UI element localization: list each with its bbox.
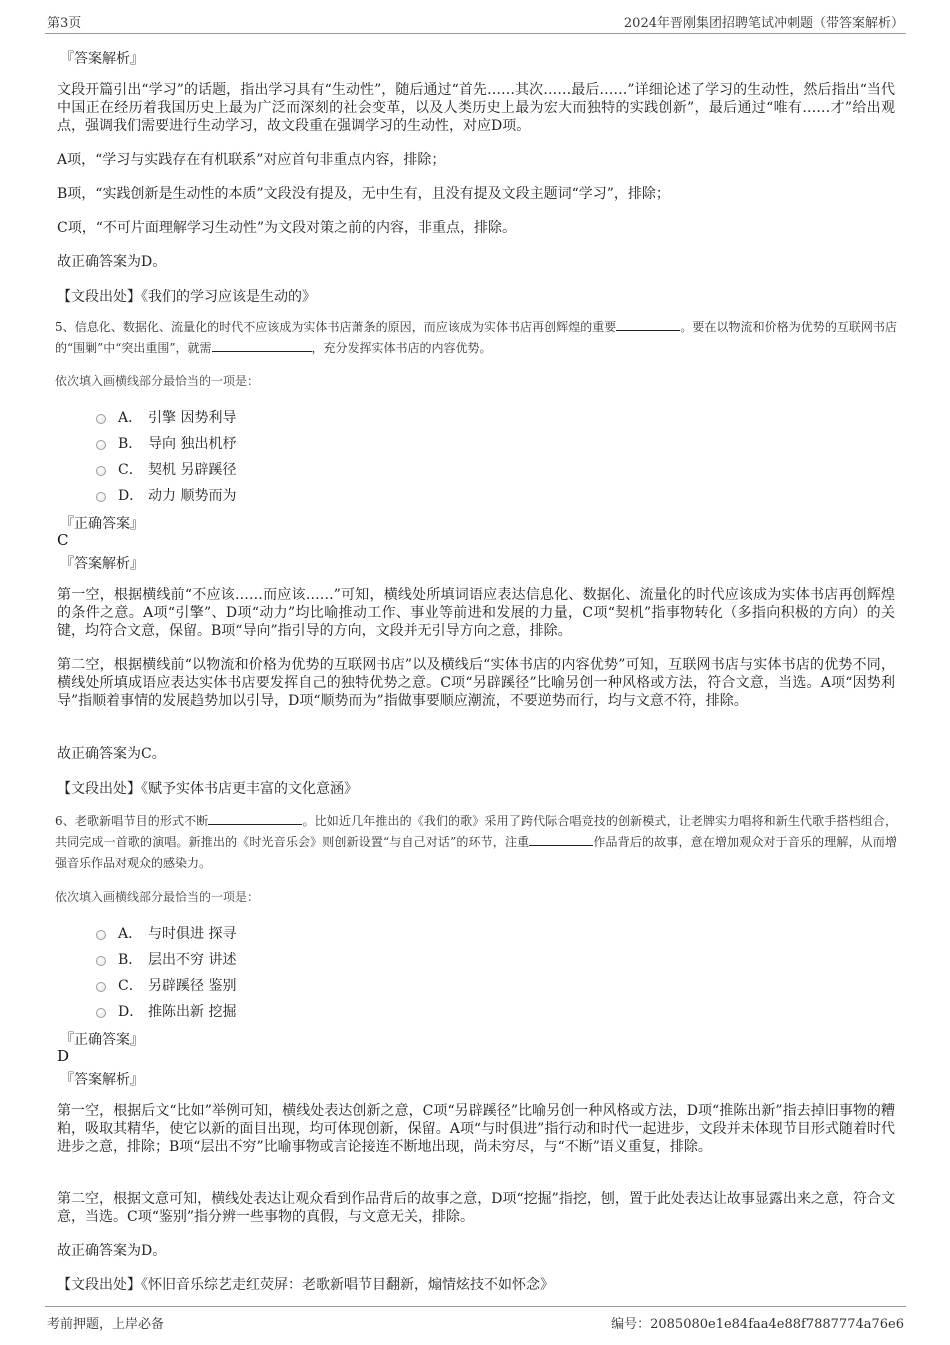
source-citation: 【文段出处】《我们的学习应该是生动的》 — [57, 289, 316, 305]
radio-icon[interactable] — [96, 492, 106, 502]
explanation-paragraph: B项，“实践创新是生动性的本质”文段没有提及，无中生有，且没有提及文段主题词“学习”，排除； — [57, 186, 670, 202]
option-text: 另辟蹊径 鉴别 — [148, 978, 237, 994]
explanation-paragraph: C项，“不可片面理解学习生动性”为文段对策之前的内容，非重点，排除。 — [57, 220, 517, 236]
option-a[interactable] — [96, 923, 236, 943]
option-letter: A． — [118, 926, 143, 942]
footer-divider — [45, 1306, 906, 1307]
radio-icon[interactable] — [96, 440, 106, 450]
answer-blank — [529, 832, 593, 846]
stem-text: 5、信息化、数据化、流量化的时代不应该成为实体书店萧条的原因，而应该成为实体书店再创辉煌的重要 — [55, 320, 617, 334]
page-number: 第3页 — [47, 16, 82, 31]
header-divider — [45, 33, 906, 34]
stem-text: ，充分发挥实体书店的内容优势。 — [311, 341, 492, 355]
correct-answer: D — [57, 1047, 70, 1065]
question-stem — [55, 317, 897, 359]
option-text: 推陈出新 挖掘 — [148, 1004, 237, 1020]
document-code: 编号：2085080e1e84faa4e88f7887774a76e6 — [611, 1317, 904, 1332]
option-text: 引擎 因势利导 — [148, 410, 237, 426]
option-b[interactable] — [96, 949, 236, 969]
option-letter: B． — [118, 436, 143, 452]
radio-icon[interactable] — [96, 1008, 106, 1018]
correct-answer-tag: 『正确答案』 — [60, 516, 144, 532]
explanation-tag: 『答案解析』 — [60, 556, 144, 572]
source-citation: 【文段出处】《怀旧音乐综艺走红荧屏：老歌新唱节目翻新，煽情炫技不如怀念》 — [57, 1277, 554, 1293]
option-letter: D． — [118, 488, 144, 504]
question-stem — [55, 811, 897, 874]
conclusion-text: 故正确答案为C。 — [57, 746, 166, 762]
stem-text: 6、老歌新唱节目的形式不断 — [55, 814, 209, 828]
radio-icon[interactable] — [96, 956, 106, 966]
option-letter: D． — [118, 1004, 144, 1020]
footer-slogan: 考前押题，上岸必备 — [47, 1317, 165, 1332]
option-letter: C． — [118, 978, 143, 994]
explanation-paragraph: 第一空，根据横线前“不应该……而应该……”可知，横线处所填词语应表达信息化、数据化、流量化的时代应该成为实体书店再创辉煌的条件之意。A项“引擎”、D项“动力”均比喻推动工作、事业等前进和发展的力量，C项“契机”指事物转化（多指向积极的方向）的关键，均符合文意，保留。B项“导向”指引导的方向，文段并无引导方向之意，排除。 — [57, 587, 895, 639]
radio-icon[interactable] — [96, 930, 106, 940]
option-b[interactable] — [96, 433, 236, 453]
explanation-paragraph: 第二空，根据横线前“以物流和价格为优势的互联网书店”以及横线后“实体书店的内容优势”可知，互联网书店与实体书店的优势不同，横线处所填成语应表达实体书店要发挥自己的独特优势之意。C项“另辟蹊径”比喻另创一种风格或方法，符合文意，当选。A项“因势利导”指顺着事情的发展趋势加以引导，D项“顺势而为”指做事要顺应潮流，不要逆势而行，均与文意不符，排除。 — [57, 657, 895, 709]
option-d[interactable] — [96, 1001, 236, 1021]
explanation-paragraph: 第一空，根据后文“比如”举例可知，横线处表达创新之意，C项“另辟蹊径”比喻另创一种风格或方法，D项“推陈出新”指去掉旧事物的糟粕，吸取其精华，使它以新的面目出现，均可体现创新，保留。A项“与时俱进”指行动和时代一起进步，文段并未体现节目形式随着时代进步之意，排除；B项“层出不穷”比喻事物或言论接连不断地出现，尚未穷尽，与“不断”语义重复，排除。 — [57, 1103, 895, 1155]
question-instruction: 依次填入画横线部分最恰当的一项是： — [55, 374, 260, 388]
option-text: 契机 另辟蹊径 — [148, 462, 237, 478]
answer-blank — [208, 811, 302, 825]
radio-icon[interactable] — [96, 414, 106, 424]
answer-blank — [616, 317, 680, 331]
option-text: 导向 独出机杼 — [148, 436, 237, 452]
option-c[interactable] — [96, 459, 236, 479]
radio-icon[interactable] — [96, 982, 106, 992]
correct-answer-tag: 『正确答案』 — [60, 1032, 144, 1048]
explanation-tag: 『答案解析』 — [60, 51, 144, 67]
answer-blank — [212, 338, 312, 352]
option-text: 与时俱进 探寻 — [148, 926, 237, 942]
radio-icon[interactable] — [96, 466, 106, 476]
option-c[interactable] — [96, 975, 236, 995]
explanation-tag: 『答案解析』 — [60, 1072, 144, 1088]
explanation-paragraph: 第二空，根据文意可知，横线处表达让观众看到作品背后的故事之意，D项“挖掘”指挖，刨，置于此处表达让故事显露出来之意，符合文意，当选。C项“鉴别”指分辨一些事物的真假，与文意无关，排除。 — [57, 1191, 895, 1225]
stem-text: 。比如近几年推出的《我们的歌》采用了跨代际合唱竞技的创新模式，让老牌实力唱将和新生代歌手搭档组合，共同完成一首歌的演唱。新推出的《时光音乐会》则创新设置“与自己对话”的环节，注重 — [55, 814, 897, 849]
document-title: 2024年晋刚集团招聘笔试冲刺题（带答案解析） — [623, 16, 904, 31]
option-text: 层出不穷 讲述 — [148, 952, 237, 968]
correct-answer: C — [57, 531, 69, 549]
stem-text: 作品背后的故事，意在增加观众对于音乐的理解，从而增强音乐作品对观众的感染力。 — [55, 835, 897, 870]
option-letter: B． — [118, 952, 143, 968]
stem-text: 。要在以物流和价格为优势的互联网书店的“围剿”中“突出重围”，就需 — [55, 320, 897, 355]
source-citation: 【文段出处】《赋予实体书店更丰富的文化意涵》 — [57, 781, 358, 797]
conclusion-text: 故正确答案为D。 — [57, 1243, 167, 1259]
option-d[interactable] — [96, 485, 236, 505]
conclusion-text: 故正确答案为D。 — [57, 254, 167, 270]
option-text: 动力 顺势而为 — [148, 488, 237, 504]
option-letter: C． — [118, 462, 143, 478]
option-a[interactable] — [96, 407, 236, 427]
option-letter: A． — [118, 410, 143, 426]
explanation-paragraph: A项，“学习与实践存在有机联系”对应首句非重点内容，排除； — [57, 152, 446, 168]
explanation-paragraph: 文段开篇引出“学习”的话题，指出学习具有“生动性”，随后通过“首先……其次……最后……”详细论述了学习的生动性，然后指出“当代中国正在经历着我国历史上最为广泛而深刻的社会变革，以及人类历史上最为宏大而独特的实践创新”，最后通过“唯有……才”给出观点，强调我们需要进行生动学习，故文段重在强调学习的生动性，对应D项。 — [57, 82, 895, 134]
question-instruction: 依次填入画横线部分最恰当的一项是： — [55, 890, 260, 904]
